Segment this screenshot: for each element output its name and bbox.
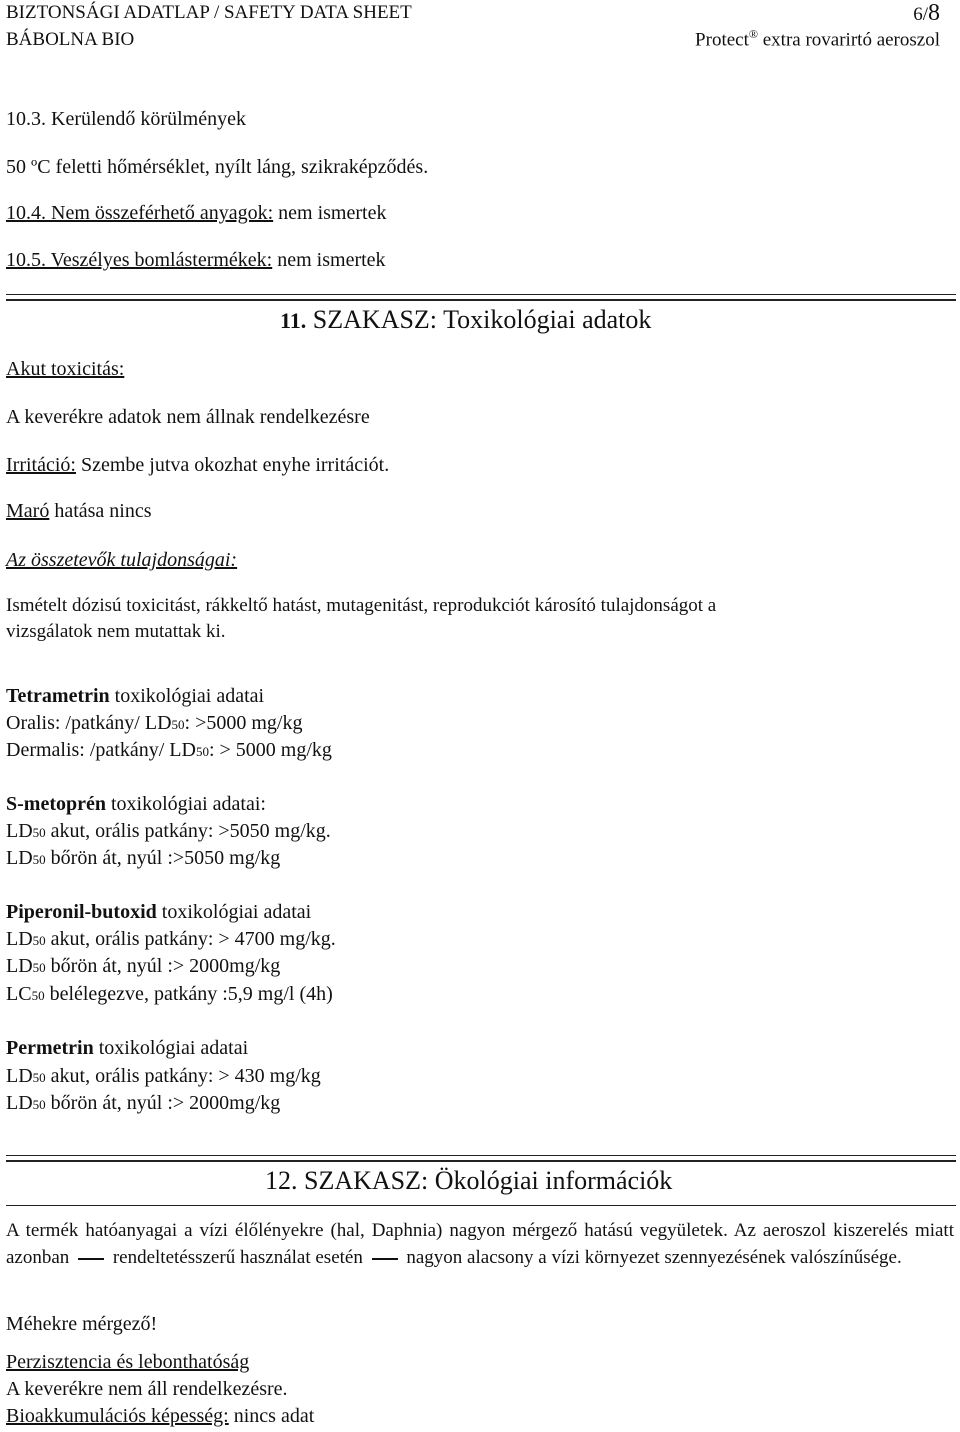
tetrametrin-name: Tetrametrin [6, 685, 110, 707]
corrosion-text: hatása nincs [49, 500, 152, 522]
piperonil-l3-pre: LC [6, 983, 32, 1005]
permetrin-line-1 [6, 1065, 321, 1088]
smetopren-l2-pre: LD [6, 847, 33, 869]
ecology-text-1: A termék hatóanyagai a vízi élőlényekre (hal, Daphnia) nagyon mérgező hatású vegyületek. Az aeroszol kiszerelés miatt azonban [6, 1220, 954, 1268]
permetrin-l1-pre: LD [6, 1065, 33, 1087]
acute-toxicity-text: A keverékre adatok nem állnak rendelkezésre [6, 406, 370, 428]
tetrametrin-dermal-pre: Dermalis: /patkány/ LD [6, 739, 196, 761]
piperonil-l1-post: akut, orális patkány: > 4700 mg/kg. [45, 928, 336, 950]
permetrin-l2-sub: 50 [32, 1097, 46, 1112]
tetrametrin-dermal-sub: 50 [195, 744, 209, 759]
tetrametrin-oral-sub: 50 [171, 717, 185, 732]
smetopren-heading [6, 793, 266, 816]
smetopren-suffix: toxikológiai adatai: [105, 793, 266, 815]
piperonil-l2-sub: 50 [32, 960, 46, 975]
section-10-4-label: 10.4. Nem összeférhető anyagok: [6, 202, 274, 224]
permetrin-l1-sub: 50 [32, 1070, 46, 1085]
bees-warning: Méhekre mérgező! [6, 1313, 158, 1335]
irritation-label: Irritáció: [6, 454, 76, 476]
section-10-5-value: nem ismertek [272, 249, 386, 271]
bioaccumulation-label: Bioakkumulációs képesség: [6, 1405, 229, 1427]
permetrin-l1-post: akut, orális patkány: > 430 mg/kg [45, 1065, 321, 1087]
section-10-4 [6, 202, 386, 225]
section-10-4-value: nem ismertek [273, 202, 387, 224]
piperonil-l3-sub: 50 [31, 988, 45, 1003]
piperonil-suffix: toxikológiai adatai [156, 901, 312, 923]
product-prefix: Protect [695, 29, 749, 51]
divider [6, 299, 956, 301]
section-11-title: SZAKASZ: Toxikológiai adatok [306, 305, 652, 334]
company-name: BÁBOLNA BIO [6, 29, 135, 50]
page-number [913, 0, 940, 27]
section-10-5-label: 10.5. Veszélyes bomlástermékek: [6, 249, 273, 271]
divider [6, 1155, 956, 1156]
acute-toxicity-label [6, 358, 124, 381]
acute-toxicity-label-text: Akut toxicitás: [6, 358, 125, 380]
piperonil-l1-sub: 50 [32, 933, 46, 948]
divider [6, 1160, 956, 1162]
irritation-text: Szembe jutva okozhat enyhe irritációt. [75, 454, 390, 476]
smetopren-l2-post: bőrön át, nyúl :>5050 mg/kg [45, 847, 281, 869]
page-separator: / [922, 4, 928, 25]
ecology-text-3: nagyon alacsony a vízi környezet szennyezésének valószínűsége. [406, 1247, 902, 1268]
section-10-3-text: 50 ºC feletti hőmérséklet, nyílt láng, szikraképződés. [6, 156, 429, 178]
ecology-text-2: rendeltetésszerű használat esetén [112, 1247, 363, 1268]
tetrametrin-heading [6, 685, 264, 708]
piperonil-l2-pre: LD [6, 955, 33, 977]
piperonil-l1-pre: LD [6, 928, 33, 950]
bioaccumulation [6, 1405, 314, 1428]
product-suffix: extra rovarirtó aeroszol [758, 29, 940, 51]
repeated-dose-line-1: Ismételt dózisú toxicitást, rákkeltő hatást, mutagenitást, reprodukciót károsító tulajdonságot a [6, 595, 717, 616]
smetopren-line-1 [6, 820, 331, 843]
permetrin-l2-pre: LD [6, 1092, 33, 1114]
tetrametrin-oral-pre: Oralis: /patkány/ LD [6, 712, 172, 734]
permetrin-heading [6, 1037, 248, 1060]
product-name [695, 27, 940, 51]
components-label [6, 549, 237, 572]
tetrametrin-oral [6, 712, 302, 735]
registered-mark: ® [748, 27, 758, 41]
components-label-text: Az összetevők tulajdonságai: [6, 549, 238, 571]
repeated-dose-line-2: vizsgálatok nem mutattak ki. [6, 621, 226, 642]
smetopren-line-2 [6, 847, 280, 870]
permetrin-suffix: toxikológiai adatai [93, 1037, 249, 1059]
divider [6, 294, 956, 295]
section-10-3-title: 10.3. Kerülendő körülmények [6, 108, 246, 130]
piperonil-line-2 [6, 955, 280, 978]
smetopren-l1-pre: LD [6, 820, 33, 842]
piperonil-l3-post: belélegezve, patkány :5,9 mg/l (4h) [44, 983, 333, 1005]
piperonil-line-1 [6, 928, 336, 951]
smetopren-name: S-metoprén [6, 793, 106, 815]
section-12-title: 12. SZAKASZ: Ökológiai információk [265, 1166, 673, 1195]
ecology-paragraph [6, 1217, 954, 1271]
section-11-number: 11. [280, 308, 307, 333]
piperonil-name: Piperonil-butoxid [6, 901, 157, 923]
page-current: 6 [913, 4, 923, 25]
tetrametrin-dermal-post: : > 5000 mg/kg [208, 739, 332, 761]
bioaccumulation-value: nincs adat [228, 1405, 315, 1427]
permetrin-line-2 [6, 1092, 280, 1115]
permetrin-l2-post: bőrön át, nyúl :> 2000mg/kg [45, 1092, 281, 1114]
tetrametrin-suffix: toxikológiai adatai [109, 685, 265, 707]
smetopren-l1-post: akut, orális patkány: >5050 mg/kg. [45, 820, 331, 842]
dash-separator [372, 1258, 398, 1260]
piperonil-line-3 [6, 983, 333, 1006]
section-11-heading [280, 305, 651, 335]
corrosion-label: Maró [6, 500, 50, 522]
tetrametrin-oral-post: : >5000 mg/kg [184, 712, 303, 734]
smetopren-l2-sub: 50 [32, 852, 46, 867]
piperonil-heading [6, 901, 311, 924]
divider [6, 1205, 956, 1206]
page-total: 8 [928, 0, 940, 26]
document-title: BIZTONSÁGI ADATLAP / SAFETY DATA SHEET [6, 2, 412, 23]
section-10-5 [6, 249, 386, 272]
tetrametrin-dermal [6, 739, 332, 762]
persistence-label [6, 1351, 249, 1374]
corrosion [6, 500, 152, 523]
smetopren-l1-sub: 50 [32, 825, 46, 840]
piperonil-l2-post: bőrön át, nyúl :> 2000mg/kg [45, 955, 281, 977]
permetrin-name: Permetrin [6, 1037, 94, 1059]
dash-separator [78, 1258, 104, 1260]
persistence-text: A keverékre nem áll rendelkezésre. [6, 1378, 288, 1400]
persistence-label-text: Perzisztencia és lebonthatóság [6, 1351, 250, 1373]
irritation [6, 454, 389, 477]
